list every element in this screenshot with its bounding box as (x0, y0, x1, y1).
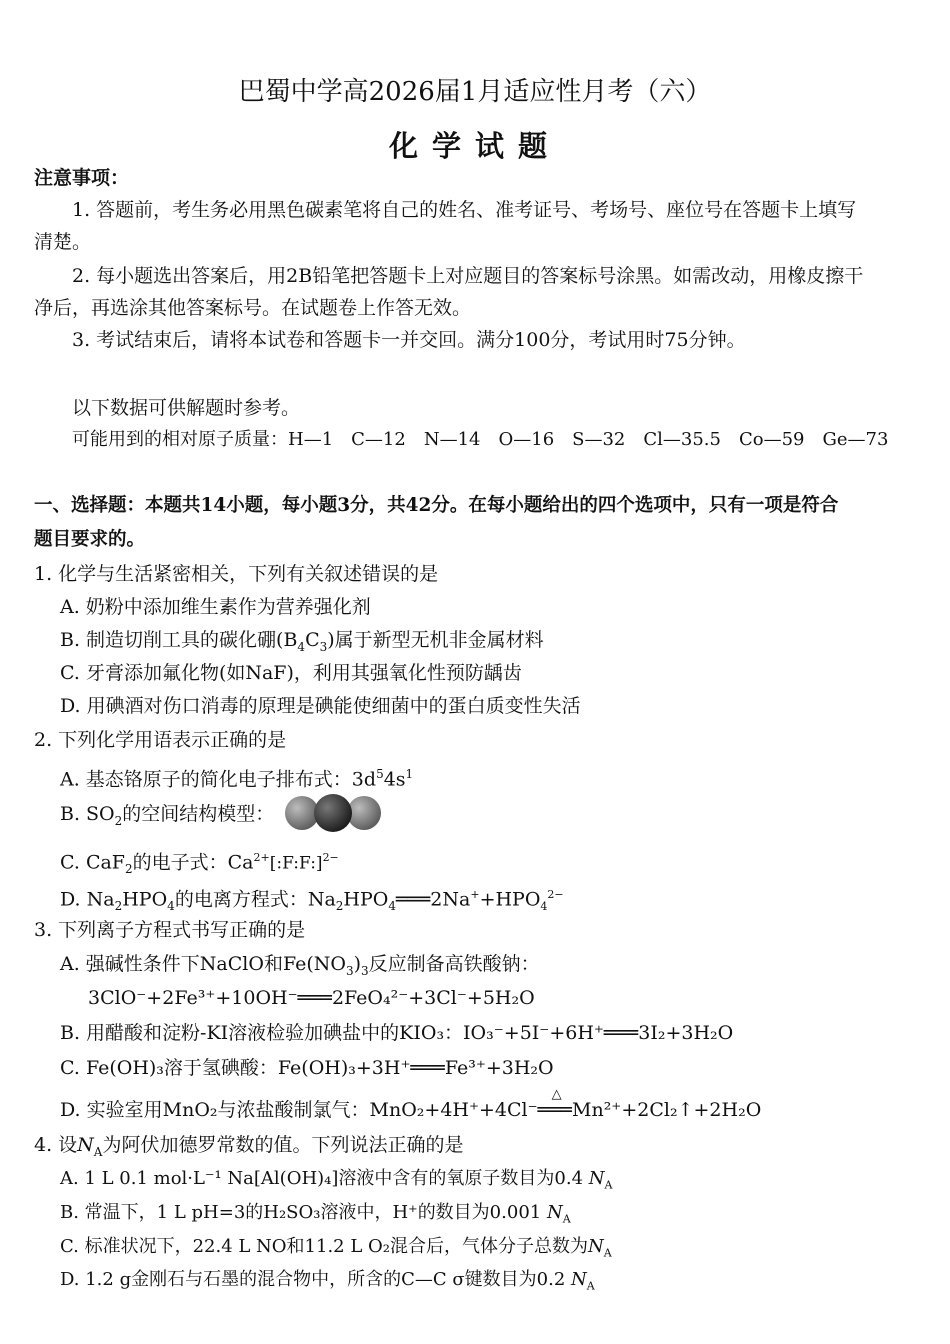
heating-symbol: △ (551, 1087, 562, 1102)
notice-item-1: 1. 答题前，考生务必用黑色碳素笔将自己的姓名、准考证号、考场号、座位号在答题卡上填写 (72, 199, 857, 221)
question-4-option-a: A. 1 L 0.1 mol·L⁻¹ Na[Al(OH)₄]溶液中含有的氧原子数目为0.4 $N_A$ (60, 1168, 613, 1192)
exam-title: 巴蜀中学高2026届1月适应性月考（六） (238, 77, 712, 107)
question-3-option-a-equation: 3ClO⁻+2Fe³⁺+10OH⁻═══2FeO₄²⁻+3Cl⁻+5H₂O (88, 987, 535, 1009)
reference-intro: 以下数据可供解题时参考。 (72, 397, 301, 419)
subject-title: 化学试题 (388, 129, 561, 163)
question-2-option-c: C. CaF$_2$的电子式：$Ca^{2+}[:F:F:]^{2-}$ (60, 851, 339, 877)
question-3-stem: 3. 下列离子方程式书写正确的是 (34, 919, 306, 941)
so2-space-filling-model (284, 793, 384, 833)
question-1-option-a: A. 奶粉中添加维生素作为营养强化剂 (60, 596, 371, 618)
notice-item-1-cont: 清楚。 (34, 231, 92, 253)
question-3-option-a: A. 强碱性条件下NaClO和$Fe(NO_3)_3$反应制备高铁酸钠： (60, 953, 540, 978)
question-2-stem: 2. 下列化学用语表示正确的是 (34, 729, 287, 751)
section-heading: 一、选择题：本题共14小题，每小题3分，共42分。在每小题给出的四个选项中，只有一项是符合 (34, 495, 839, 516)
so2-model-icon (284, 793, 384, 833)
question-3-option-c: C. Fe(OH)₃溶于氢碘酸：Fe(OH)₃+3H⁺═══Fe³⁺+3H₂O (60, 1057, 554, 1079)
notice-item-3: 3. 考试结束后，请将本试卷和答题卡一并交回。满分100分，考试用时75分钟。 (72, 329, 746, 351)
question-1-option-c: C. 牙膏添加氟化物(如NaF)，利用其强氧化性预防龋齿 (60, 662, 522, 684)
notice-item-2: 2. 每小题选出答案后，用2B铅笔把答题卡上对应题目的答案标号涂黑。如需改动，用橡皮擦干 (72, 265, 864, 287)
question-4-option-c: C. 标准状况下，22.4 L NO和11.2 L O₂混合后，气体分子总数为$N_A$ (60, 1236, 612, 1260)
notice-item-2-cont: 净后，再选涂其他答案标号。在试题卷上作答无效。 (34, 297, 472, 319)
question-1-option-d: D. 用碘酒对伤口消毒的原理是碘能使细菌中的蛋白质变性失活 (60, 695, 581, 717)
section-heading-cont: 题目要求的。 (34, 529, 146, 550)
question-2-option-a: A. 基态铬原子的简化电子排布式：$3d^54s^1$ (60, 767, 414, 791)
question-2-option-d: D. $Na_2HPO_4$的电离方程式：$Na_2HPO_4═══2Na^++HPO_4^{2-}$ (60, 888, 564, 914)
question-4-option-b: B. 常温下，1 L pH=3的H₂SO₃溶液中，H⁺的数目为0.001 $N_A$ (60, 1202, 571, 1226)
atomic-masses: 可能用到的相对原子质量：H—1 C—12 N—14 O—16 S—32 Cl—35.5 Co—59 Ge—73 (72, 429, 889, 450)
notice-heading: 注意事项： (34, 167, 130, 189)
question-3-option-b: B. 用醋酸和淀粉-KI溶液检验加碘盐中的KIO₃：IO₃⁻+5I⁻+6H⁺═══3I₂+3H₂O (60, 1022, 734, 1044)
question-4-option-d: D. 1.2 g金刚石与石墨的混合物中，所含的C—C σ键数目为0.2 $N_A$ (60, 1269, 595, 1293)
question-2-option-b: B. $SO_2$的空间结构模型： (60, 803, 275, 828)
question-1-stem: 1. 化学与生活紧密相关，下列有关叙述错误的是 (34, 563, 439, 585)
question-4-stem: 4. 设$N_A$为阿伏加德罗常数的值。下列说法正确的是 (34, 1134, 464, 1159)
question-1-option-b: B. 制造切削工具的碳化硼$(B_4C_3)$属于新型无机非金属材料 (60, 629, 544, 654)
question-3-option-d: D. 实验室用MnO₂与浓盐酸制氯气：MnO₂+4H⁺+4Cl⁻ △ ═══Mn²⁺+2Cl₂↑+2H₂O (60, 1098, 761, 1122)
